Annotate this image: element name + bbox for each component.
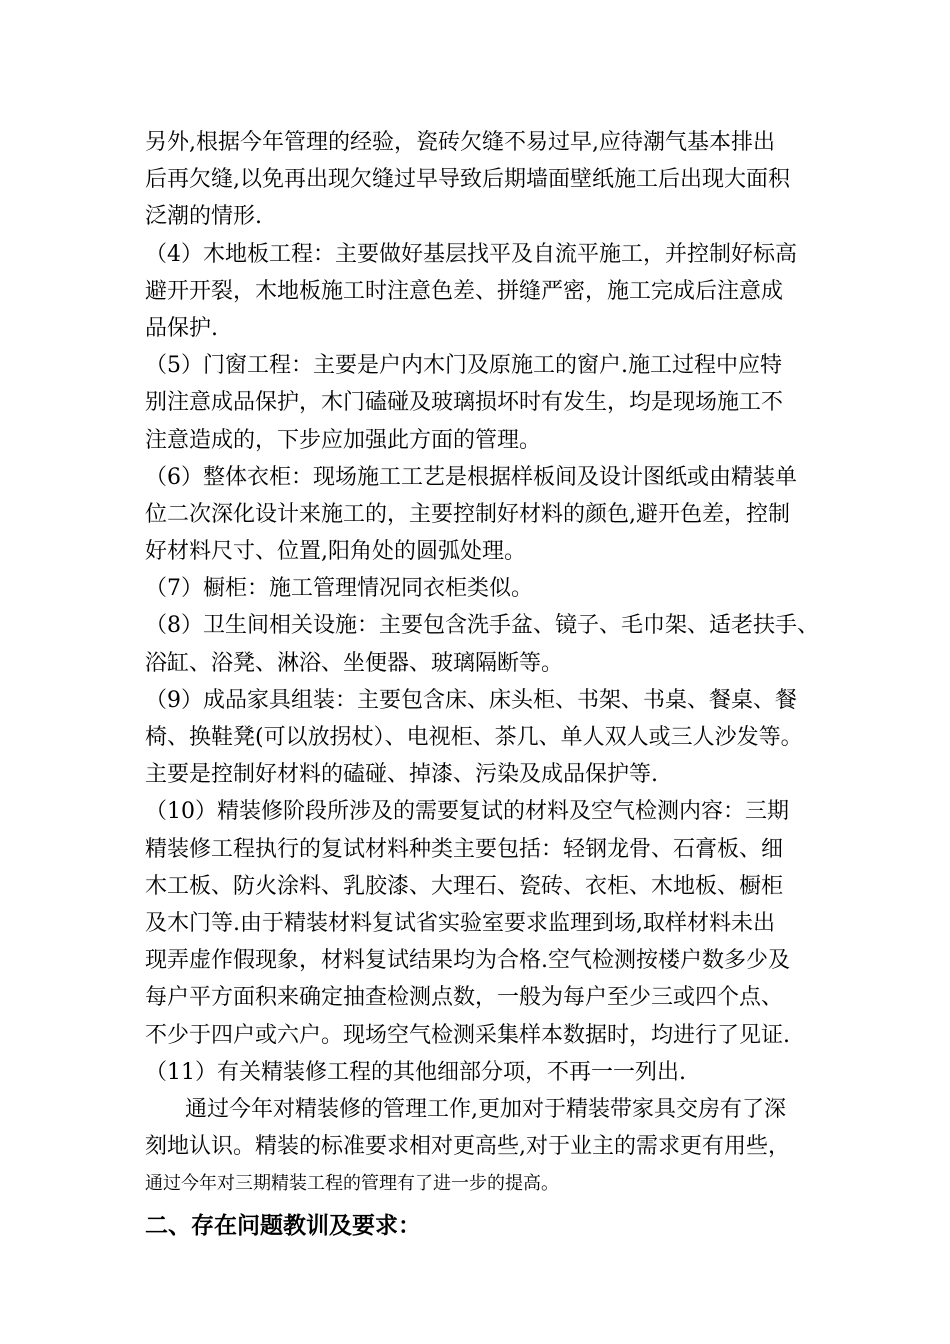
text-line: （9）成品家具组装：主要包含床、床头柜、书架、书桌、餐桌、餐 [145,687,797,713]
text-line: （5）门窗工程：主要是户内木门及原施工的窗户.施工过程中应特 [145,353,782,379]
text-line: 椅、换鞋凳(可以放拐杖）、电视柜、茶几、单人双人或三人沙发等。 [145,725,803,750]
text-line: 浴缸、浴凳、淋浴、坐便器、玻璃隔断等。 [145,650,564,676]
text-line: 现弄虚作假现象，材料复试结果均为合格.空气检测按楼户数多少及 [145,948,790,974]
text-line: （6）整体衣柜：现场施工工艺是根据样板间及设计图纸或由精装单 [145,464,797,490]
text-line: 通过今年对精装修的管理工作,更加对于精装带家具交房有了深 [185,1096,786,1122]
text-line: 木工板、防火涂料、乳胶漆、大理石、瓷砖、衣柜、木地板、橱柜 [145,873,784,899]
document-body [145,124,835,1248]
text-line: 品保护. [145,315,218,341]
text-line: 主要是控制好材料的磕碰、掉漆、污染及成品保护等. [145,762,658,788]
text-line: 注意造成的，下步应加强此方面的管理。 [145,427,542,453]
text-line: （11）有关精装修工程的其他细部分项，不再一一列出. [145,1059,686,1085]
text-line: （8）卫生间相关设施：主要包含洗手盆、镜子、毛巾架、适老扶手、 [145,613,819,639]
text-line: （10）精装修阶段所涉及的需要复试的材料及空气检测内容：三期 [145,799,789,825]
text-line: 每户平方面积来确定抽查检测点数，一般为每户至少三或四个点、 [145,985,784,1011]
text-line: 不少于四户或六户。现场空气检测采集样本数据时，均进行了见证. [145,1022,790,1048]
text-line: 及木门等.由于精装材料复试省实验室要求监理到场,取样材料未出 [145,910,775,936]
text-line: 通过今年对三期精装工程的管理有了进一步的提高。 [145,1173,559,1195]
text-line: 泛潮的情形. [145,204,262,230]
text-line: 别注意成品保护，木门磕碰及玻璃损坏时有发生，均是现场施工不 [145,390,784,416]
text-line: 刻地认识。精装的标准要求相对更高些,对于业主的需求更有用些， [145,1134,790,1160]
text-line: 另外,根据今年管理的经验，瓷砖欠缝不易过早,应待潮气基本排出 [145,130,775,155]
text-line: 好材料尺寸、位置,阳角处的圆弧处理。 [145,539,526,565]
section-heading: 二、存在问题教训及要求： [145,1212,421,1240]
text-line: 位二次深化设计来施工的，主要控制好材料的颜色,避开色差，控制 [145,501,790,527]
text-line: 后再欠缝,以免再出现欠缝过早导致后期墙面壁纸施工后出现大面积 [145,167,790,193]
text-line: （4）木地板工程：主要做好基层找平及自流平施工，并控制好标高 [145,241,797,267]
text-line: 避开开裂，木地板施工时注意色差、拼缝严密，施工完成后注意成 [145,278,784,304]
text-line: （7）橱柜：施工管理情况同衣柜类似。 [145,576,533,602]
text-line: 精装修工程执行的复试材料种类主要包括：轻钢龙骨、石膏板、细 [145,836,784,862]
